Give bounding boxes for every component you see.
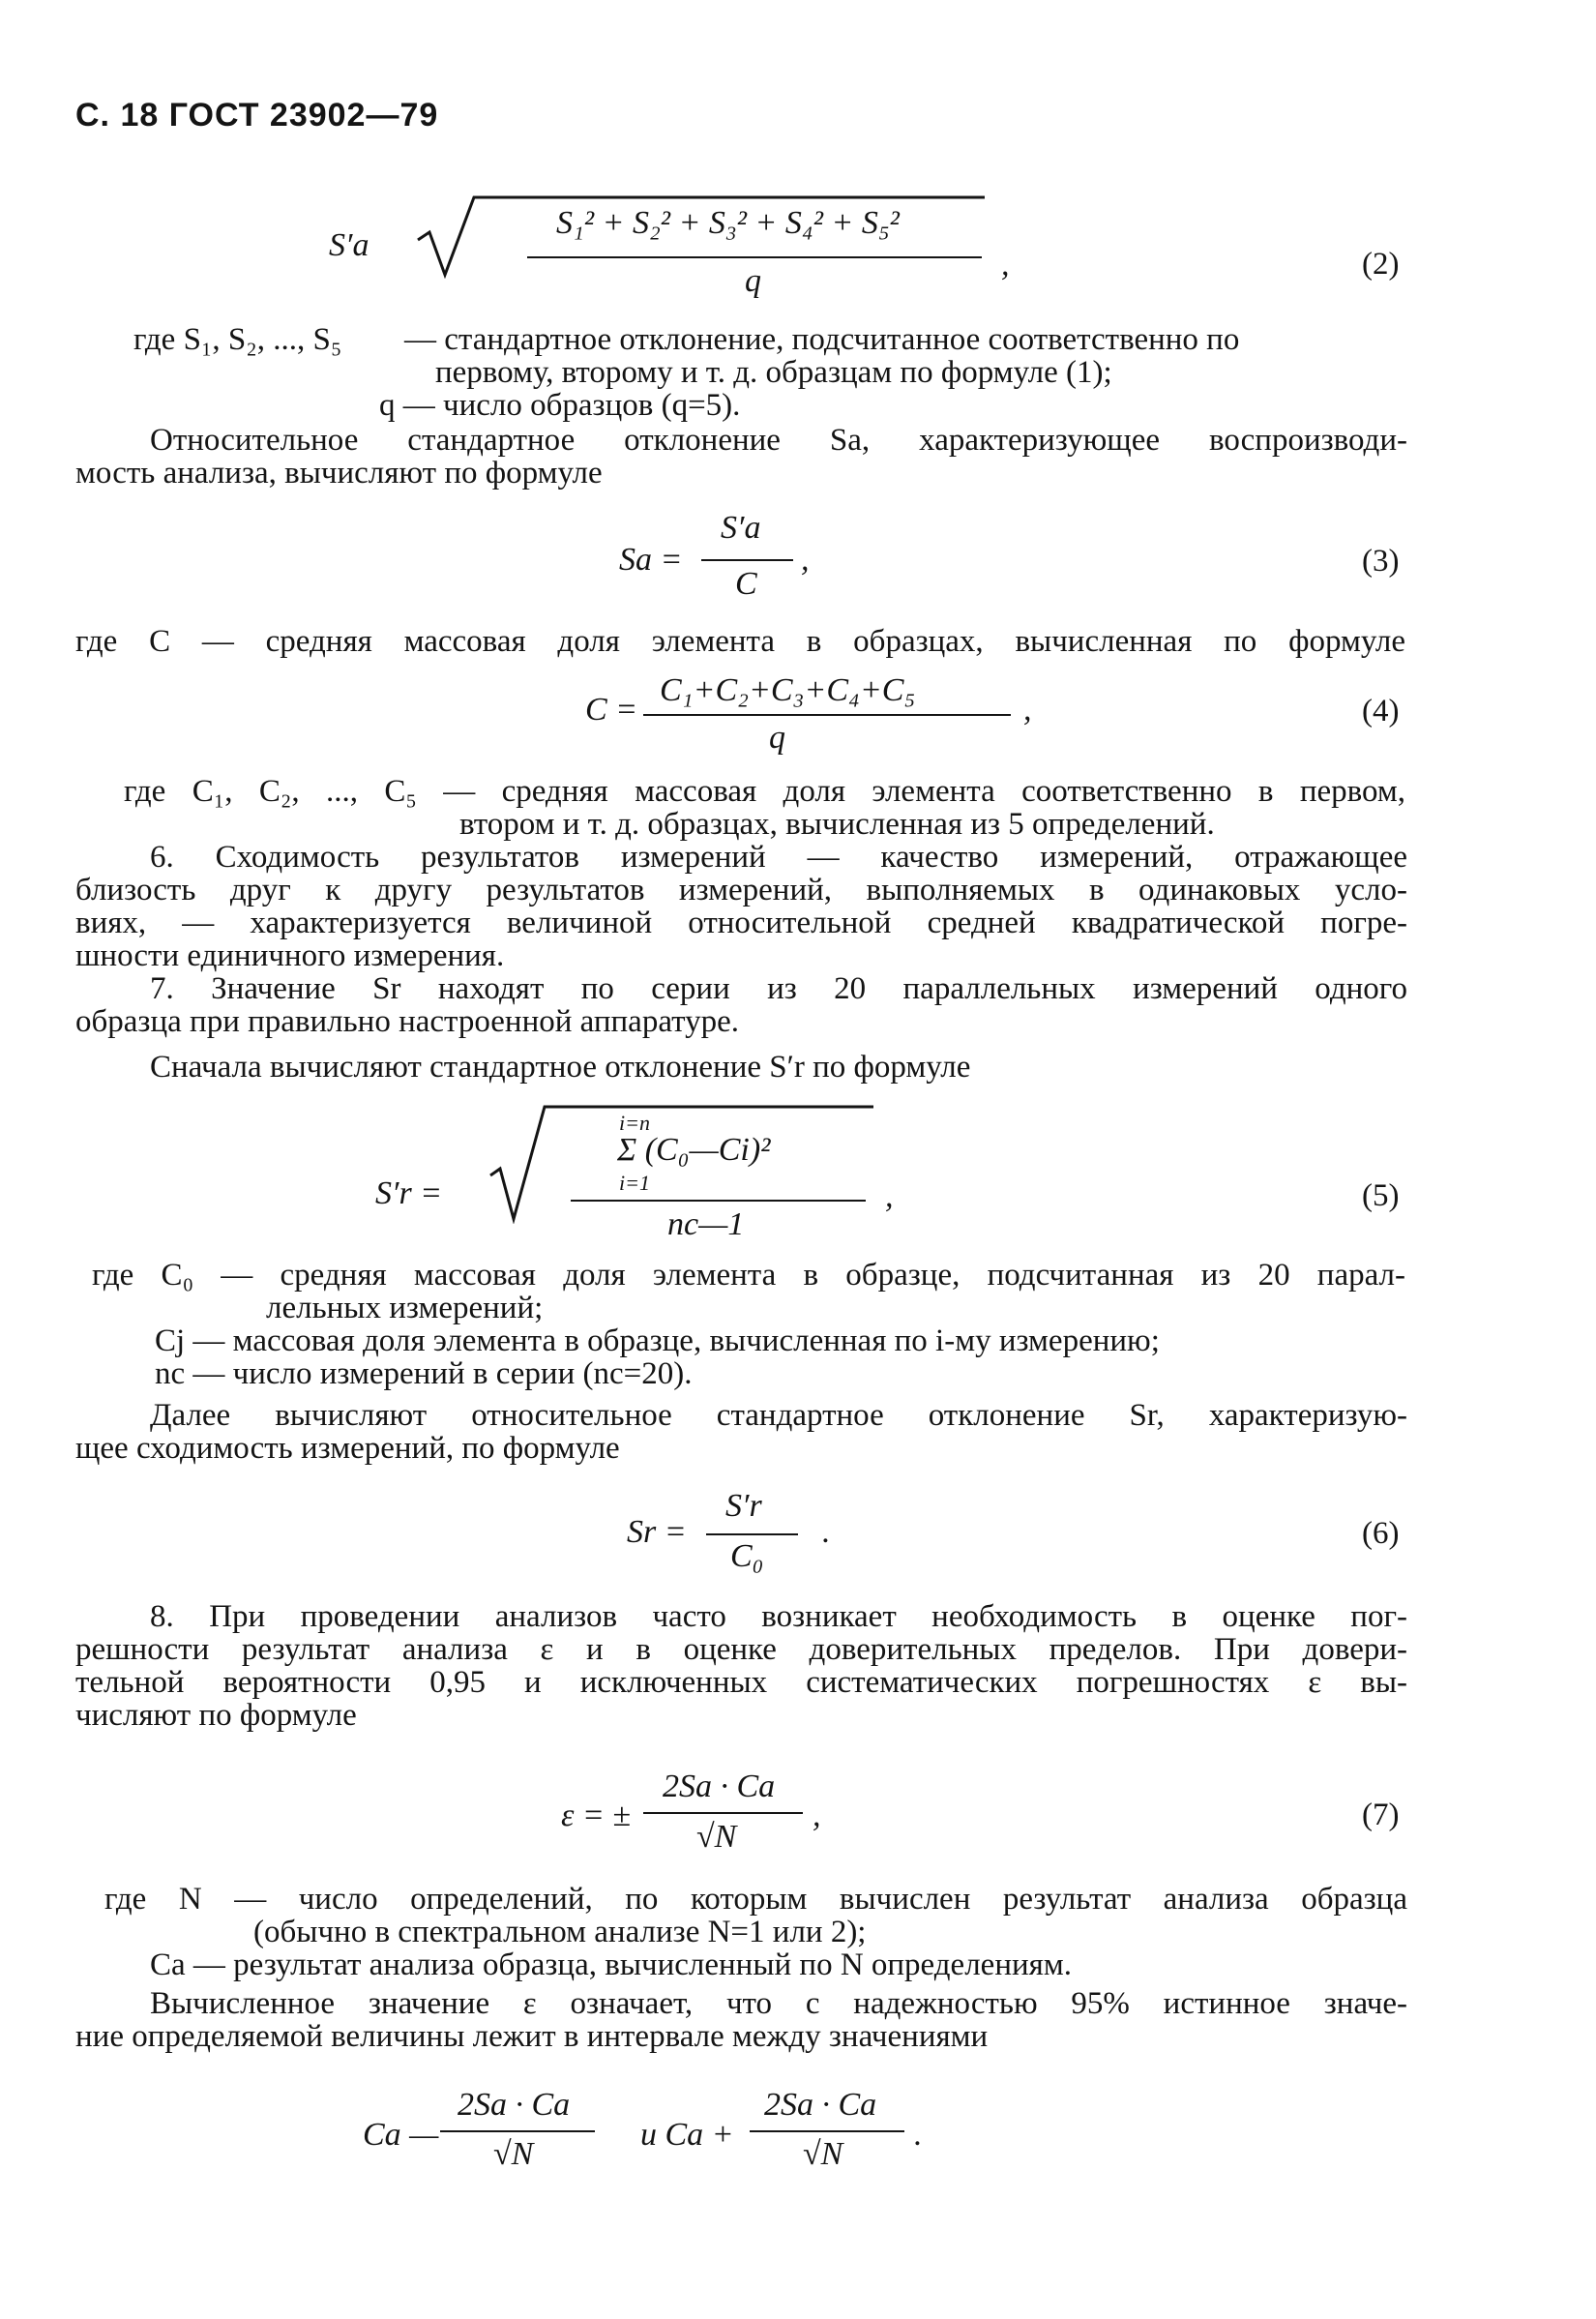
eq3-denominator: C [735, 566, 757, 602]
eq3-number: (3) [1362, 544, 1400, 579]
where-c: где C — средняя массовая доля элемента в образцах, вычисленная по формуле [75, 624, 1405, 659]
eq4-number: (4) [1362, 694, 1400, 728]
eq7-lhs: ε = ± [561, 1798, 632, 1833]
eq5-denominator: nc—1 [667, 1206, 745, 1242]
eq4-denominator: q [769, 720, 785, 756]
eq4-fraction-bar [643, 714, 1011, 716]
eq2-fraction-bar [527, 256, 982, 258]
eq6-denominator: C₀ [730, 1538, 764, 1574]
interval-left-numerator: 2Sa · Ca [458, 2087, 571, 2123]
eq4-lhs: C = [585, 692, 638, 728]
eq7-comma: , [813, 1798, 821, 1833]
eq4-comma: , [1023, 692, 1032, 728]
further-line2: щее сходимость измерений, по формуле [75, 1431, 620, 1466]
eq2-comma: , [1001, 247, 1010, 282]
item7-line1: 7. Значение Sr находят по серии из 20 параллельных измерений одного [150, 971, 1407, 1006]
eq5-sum: Σ (C₀—Ci)² [617, 1132, 771, 1168]
para-sa-line1: Относительное стандартное отклонение Sa, характеризующее воспроизводи- [150, 423, 1407, 458]
interval-left-denominator: √N [493, 2136, 534, 2172]
where-nc: nc — число измерений в серии (nc=20). [155, 1356, 693, 1391]
interval-right-denominator: √N [803, 2136, 843, 2172]
where-ci-line2: втором и т. д. образцах, вычисленная из 5 определений. [459, 807, 1215, 842]
where-s-text2: первому, второму и т. д. образцам по формуле (1); [435, 355, 1112, 390]
item6-line4: шности единичного измерения. [75, 938, 505, 973]
where-s-symbols: где S₁, S₂, ..., S₅ [133, 322, 342, 357]
eq2-lhs: S′a [329, 227, 369, 263]
item6-line1: 6. Сходимость результатов измерений — качество измерений, отражающее [150, 840, 1407, 875]
eq5-sum-bottom: i=1 [619, 1171, 650, 1195]
interval-period: . [914, 2117, 923, 2153]
where-s-text1: — стандартное отклонение, подсчитанное соответственно по [404, 322, 1240, 357]
item7-line2: образца при правильно настроенной аппаратуре. [75, 1004, 739, 1039]
eq6-fraction-bar [706, 1533, 798, 1535]
interval-right-bar [750, 2130, 904, 2132]
eq2-numerator: S₁² + S₂² + S₃² + S₄² + S₅² [556, 205, 900, 241]
interval-conj: и Ca + [640, 2117, 734, 2153]
eq6-number: (6) [1362, 1516, 1400, 1551]
eq6-lhs: Sr = [627, 1514, 687, 1550]
eq3-comma: , [801, 542, 810, 578]
page-header: С. 18 ГОСТ 23902—79 [75, 97, 439, 134]
eq5-lhs: S′r = [375, 1175, 443, 1211]
eq5-comma: , [885, 1178, 894, 1214]
eq5-sum-top: i=n [619, 1111, 650, 1135]
where-cj: Cj — массовая доля элемента в образце, вычисленная по i-му измерению; [155, 1323, 1160, 1358]
eq5-number: (5) [1362, 1178, 1400, 1213]
where-ca: Ca — результат анализа образца, вычисленный по N определениям. [150, 1947, 1072, 1982]
eq7-numerator: 2Sa · Ca [663, 1769, 776, 1804]
interval-left-bar [440, 2130, 595, 2132]
item8-line2: решности результат анализа ε и в оценке доверительных пределов. При довери- [75, 1632, 1407, 1667]
eq3-lhs: Sa = [619, 542, 683, 578]
where-c0-line2: лельных измерений; [266, 1291, 544, 1325]
item6-line3: виях, — характеризуется величиной относительной средней квадратической погре- [75, 906, 1407, 940]
where-n-line1: где N — число определений, по которым вычислен результат анализа образца [104, 1882, 1407, 1917]
final-line1: Вычисленное значение ε означает, что с надежностью 95% истинное значе- [150, 1986, 1407, 2021]
eq4-numerator: C₁+C₂+C₃+C₄+C₅ [660, 672, 916, 708]
interval-left-lhs: Ca — [363, 2117, 439, 2153]
para-sa-line2: мость анализа, вычисляют по формуле [75, 456, 603, 491]
item6-line2: близость друг к другу результатов измерений, выполняемых в одинаковых усло- [75, 873, 1407, 907]
first-calc: Сначала вычисляют стандартное отклонение S′r по формуле [150, 1050, 971, 1085]
eq7-denominator: √N [696, 1819, 737, 1855]
eq2-denominator: q [745, 263, 761, 299]
where-n-line2: (обычно в спектральном анализе N=1 или 2); [253, 1915, 867, 1949]
eq3-numerator: S′a [721, 510, 761, 546]
where-c0-line1: где C₀ — средняя массовая доля элемента в образце, подсчитанная из 20 парал- [92, 1258, 1405, 1293]
final-line2: ние определяемой величины лежит в интервале между значениями [75, 2019, 989, 2054]
item8-line4: числяют по формуле [75, 1698, 357, 1733]
eq3-fraction-bar [701, 559, 793, 561]
where-q: q — число образцов (q=5). [379, 388, 741, 423]
eq6-period: . [822, 1514, 831, 1550]
eq7-number: (7) [1362, 1798, 1400, 1832]
eq6-numerator: S′r [725, 1488, 762, 1524]
further-line1: Далее вычисляют относительное стандартное отклонение Sr, характеризую- [150, 1398, 1407, 1433]
eq5-fraction-bar [571, 1200, 866, 1202]
eq2-number: (2) [1362, 247, 1400, 282]
interval-right-numerator: 2Sa · Ca [764, 2087, 877, 2123]
eq7-fraction-bar [643, 1812, 803, 1814]
item8-line3: тельной вероятности 0,95 и исключенных систематических погрешностях ε вы- [75, 1665, 1407, 1700]
where-ci-line1: где C₁, C₂, ..., C₅ — средняя массовая доля элемента соответственно в первом, [124, 774, 1405, 809]
item8-line1: 8. При проведении анализов часто возникает необходимость в оценке пог- [150, 1599, 1407, 1634]
